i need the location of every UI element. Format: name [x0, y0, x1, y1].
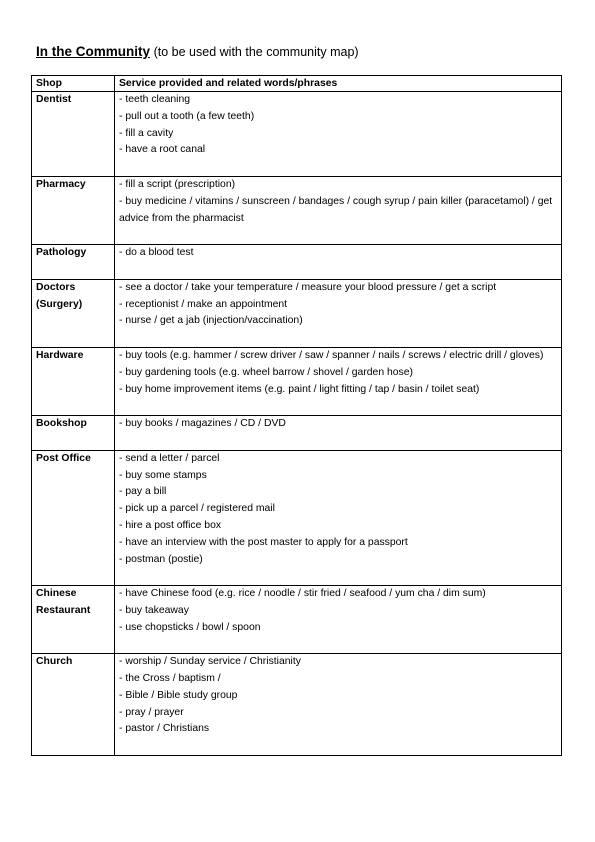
service-item: - pull out a tooth (a few teeth): [119, 110, 255, 122]
service-list: [119, 451, 557, 585]
service-item: - fill a cavity: [119, 127, 174, 139]
service-cell: [115, 92, 562, 177]
row-spacer: [119, 568, 557, 585]
table-row: [32, 245, 562, 280]
table-row: [32, 347, 562, 415]
service-item: - buy some stamps: [119, 469, 207, 481]
shop-name: Pharmacy: [32, 176, 115, 244]
service-item: - postman (postie): [119, 553, 203, 565]
shop-name: Post Office: [32, 450, 115, 585]
services-table: [31, 75, 562, 756]
table-row: [32, 586, 562, 654]
row-spacer: [119, 433, 557, 450]
shop-name: Bookshop: [32, 416, 115, 451]
row-spacer: [119, 738, 557, 755]
row-spacer: [119, 262, 557, 279]
service-item: - have a root canal: [119, 144, 206, 156]
shop-name: Dentist: [32, 92, 115, 177]
row-spacer: [119, 398, 557, 415]
service-item: - buy books / magazines / CD / DVD: [119, 418, 286, 430]
service-item: - teeth cleaning: [119, 94, 191, 105]
service-item: - fill a script (prescription): [119, 178, 236, 190]
row-spacer: [119, 227, 557, 244]
service-item: - pray / prayer: [119, 706, 184, 718]
service-item: - Bible / Bible study group: [119, 689, 238, 701]
table-row: [32, 279, 562, 347]
service-list: [119, 654, 557, 755]
table-row: [32, 416, 562, 451]
service-item: - hire a post office box: [119, 519, 222, 531]
service-item: - buy tools (e.g. hammer / screw driver / saw / spanner / nails / screws / electric drill / gloves): [119, 349, 544, 361]
service-cell: [115, 245, 562, 280]
service-cell: [115, 450, 562, 585]
service-item: - receptionist / make an appointment: [119, 298, 288, 310]
table-row: [32, 450, 562, 585]
service-item: - buy medicine / vitamins / sunscreen / bandages / cough syrup / pain killer (paracetamol) / get advice from the pharmacist: [119, 195, 553, 224]
service-list: [119, 177, 557, 244]
service-list: [119, 245, 557, 279]
service-item: - worship / Sunday service / Christianity: [119, 656, 301, 668]
service-item: - buy takeaway: [119, 604, 189, 616]
service-item: - buy home improvement items (e.g. paint / light fitting / tap / basin / toilet seat): [119, 383, 480, 395]
table-row: [32, 654, 562, 756]
service-cell: [115, 416, 562, 451]
service-cell: [115, 279, 562, 347]
service-list: [119, 586, 557, 653]
title-main: In the Community: [36, 44, 150, 59]
service-list: [119, 92, 557, 176]
service-item: - use chopsticks / bowl / spoon: [119, 621, 261, 633]
service-list: [119, 348, 557, 415]
service-item: - do a blood test: [119, 247, 194, 259]
title-subtitle: (to be used with the community map): [153, 45, 359, 59]
service-item: - send a letter / parcel: [119, 452, 220, 464]
table-header-row: [32, 76, 562, 92]
service-item: - buy gardening tools (e.g. wheel barrow / shovel / garden hose): [119, 366, 413, 378]
service-item: - the Cross / baptism /: [119, 673, 221, 685]
row-spacer: [119, 637, 557, 654]
table-row: [32, 176, 562, 244]
service-cell: [115, 176, 562, 244]
row-spacer: [119, 330, 557, 347]
service-item: - pick up a parcel / registered mail: [119, 503, 275, 515]
shop-name: Chinese Restaurant: [32, 586, 115, 654]
row-spacer: [119, 159, 557, 176]
service-item: - pay a bill: [119, 486, 167, 498]
document-title: [36, 44, 359, 59]
service-item: - nurse / get a jab (injection/vaccination): [119, 315, 303, 327]
table-row: [32, 92, 562, 177]
service-item: - have an interview with the post master to apply for a passport: [119, 536, 408, 548]
service-cell: [115, 654, 562, 756]
header-shop: Shop: [32, 76, 115, 92]
service-item: - pastor / Christians: [119, 723, 210, 735]
shop-name: Hardware: [32, 347, 115, 415]
service-list: [119, 280, 557, 347]
shop-name: Church: [32, 654, 115, 756]
service-cell: [115, 347, 562, 415]
service-cell: [115, 586, 562, 654]
shop-name: Pathology: [32, 245, 115, 280]
service-item: - have Chinese food (e.g. rice / noodle / stir fried / seafood / yum cha / dim sum): [119, 588, 486, 600]
shop-name: Doctors (Surgery): [32, 279, 115, 347]
table-body: [32, 92, 562, 756]
service-item: - see a doctor / take your temperature / measure your blood pressure / get a script: [119, 281, 497, 293]
header-service: Service provided and related words/phrases: [115, 76, 562, 92]
service-list: [119, 416, 557, 450]
